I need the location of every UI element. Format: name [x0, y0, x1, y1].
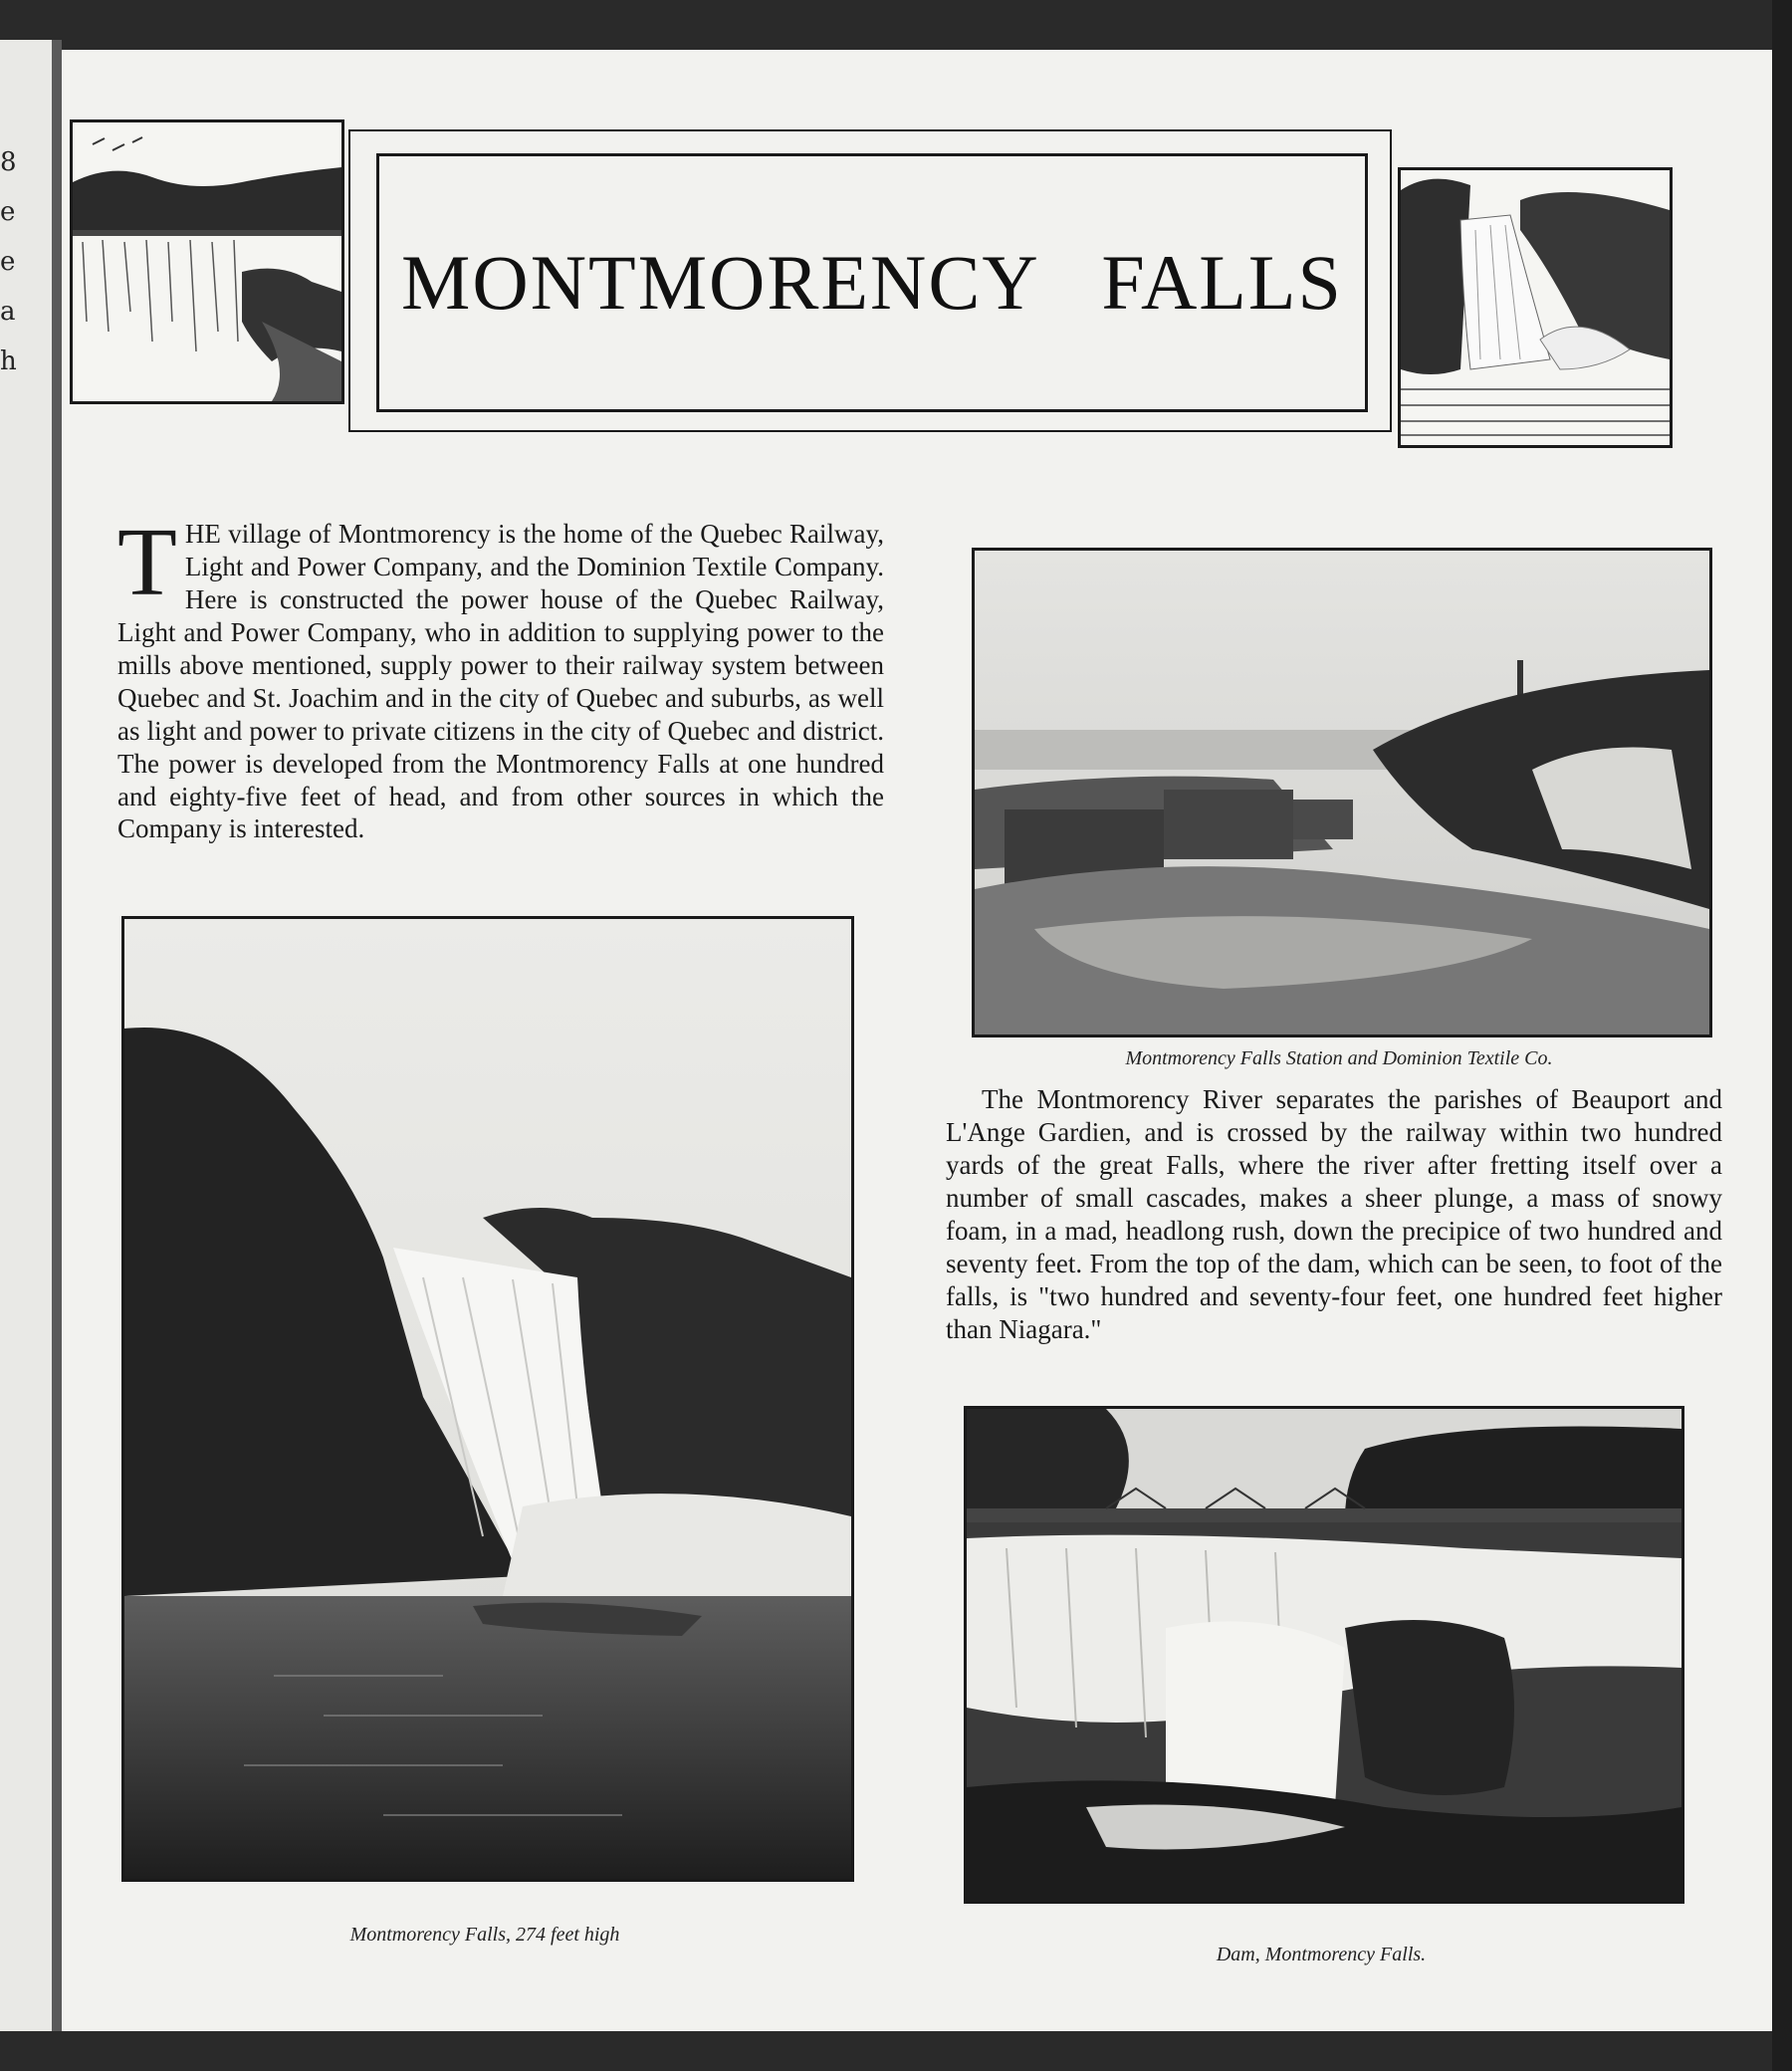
river-paragraph: [946, 1083, 1722, 1346]
book-spine: [52, 40, 62, 2031]
cascade-illustration: [73, 122, 341, 401]
prev-fragment: e: [0, 247, 16, 277]
drop-cap: T: [117, 509, 177, 616]
scan-border: [1772, 0, 1792, 2071]
prev-fragment: h: [0, 346, 17, 376]
river-text: The Montmorency River separates the parishes of Beauport and L'Ange Gardien, and is crossed by the railway within two hundred yards of the great Falls, where the river after fretting itself over a number of small cascades, makes a sheer plunge, a mass of snowy foam, in a mad, headlong rush, down the precipice of two hundred and seventy feet. From the top of the dam, which can be seen, to foot of the falls, is "two hundred and seventy-four feet, one hundred feet higher than Niagara.": [946, 1084, 1722, 1344]
intro-text: HE village of Montmorency is the home of the Quebec Railway, Light and Power Company, and the Dominion Textile Company. Here is constructed the power house of the Quebec Railway, Light and Power Company, who in addition to supplying power to the mills above mentioned, supply power to their railway system between Quebec and St. Joachim and in the city of Quebec and suburbs, as well as light and power to private citizens in the city of Quebec and district. The power is developed from the Montmorency Falls at one hundred and eighty-five feet of head, and from other sources in which the Company is interested.: [117, 519, 884, 844]
caption-falls: Montmorency Falls, 274 feet high: [349, 1924, 620, 1946]
prev-fragment: e: [0, 197, 16, 227]
intro-paragraph: [117, 509, 884, 845]
previous-page-edge: [0, 40, 52, 2031]
title-box: [376, 153, 1368, 412]
waterfall-illustration: [1401, 170, 1670, 445]
previous-page-margin-text: [0, 149, 30, 398]
photo-montmorency-falls: [121, 916, 854, 1882]
caption-station: Montmorency Falls Station and Dominion Textile Co.: [1125, 1047, 1553, 1069]
dam-photo-image: [967, 1409, 1681, 1901]
header-vignette-right: [1398, 167, 1673, 448]
page-title: MONTMORENCY FALLS: [401, 239, 1343, 326]
photo-station-textile: [972, 548, 1712, 1037]
header-vignette-left: [70, 119, 344, 404]
station-photo-image: [975, 551, 1709, 1035]
falls-photo-image: [124, 919, 851, 1879]
caption-dam: Dam, Montmorency Falls.: [1216, 1944, 1427, 1965]
prev-fragment: a: [0, 297, 16, 327]
photo-dam: [964, 1406, 1684, 1904]
prev-fragment: 8: [0, 147, 17, 177]
